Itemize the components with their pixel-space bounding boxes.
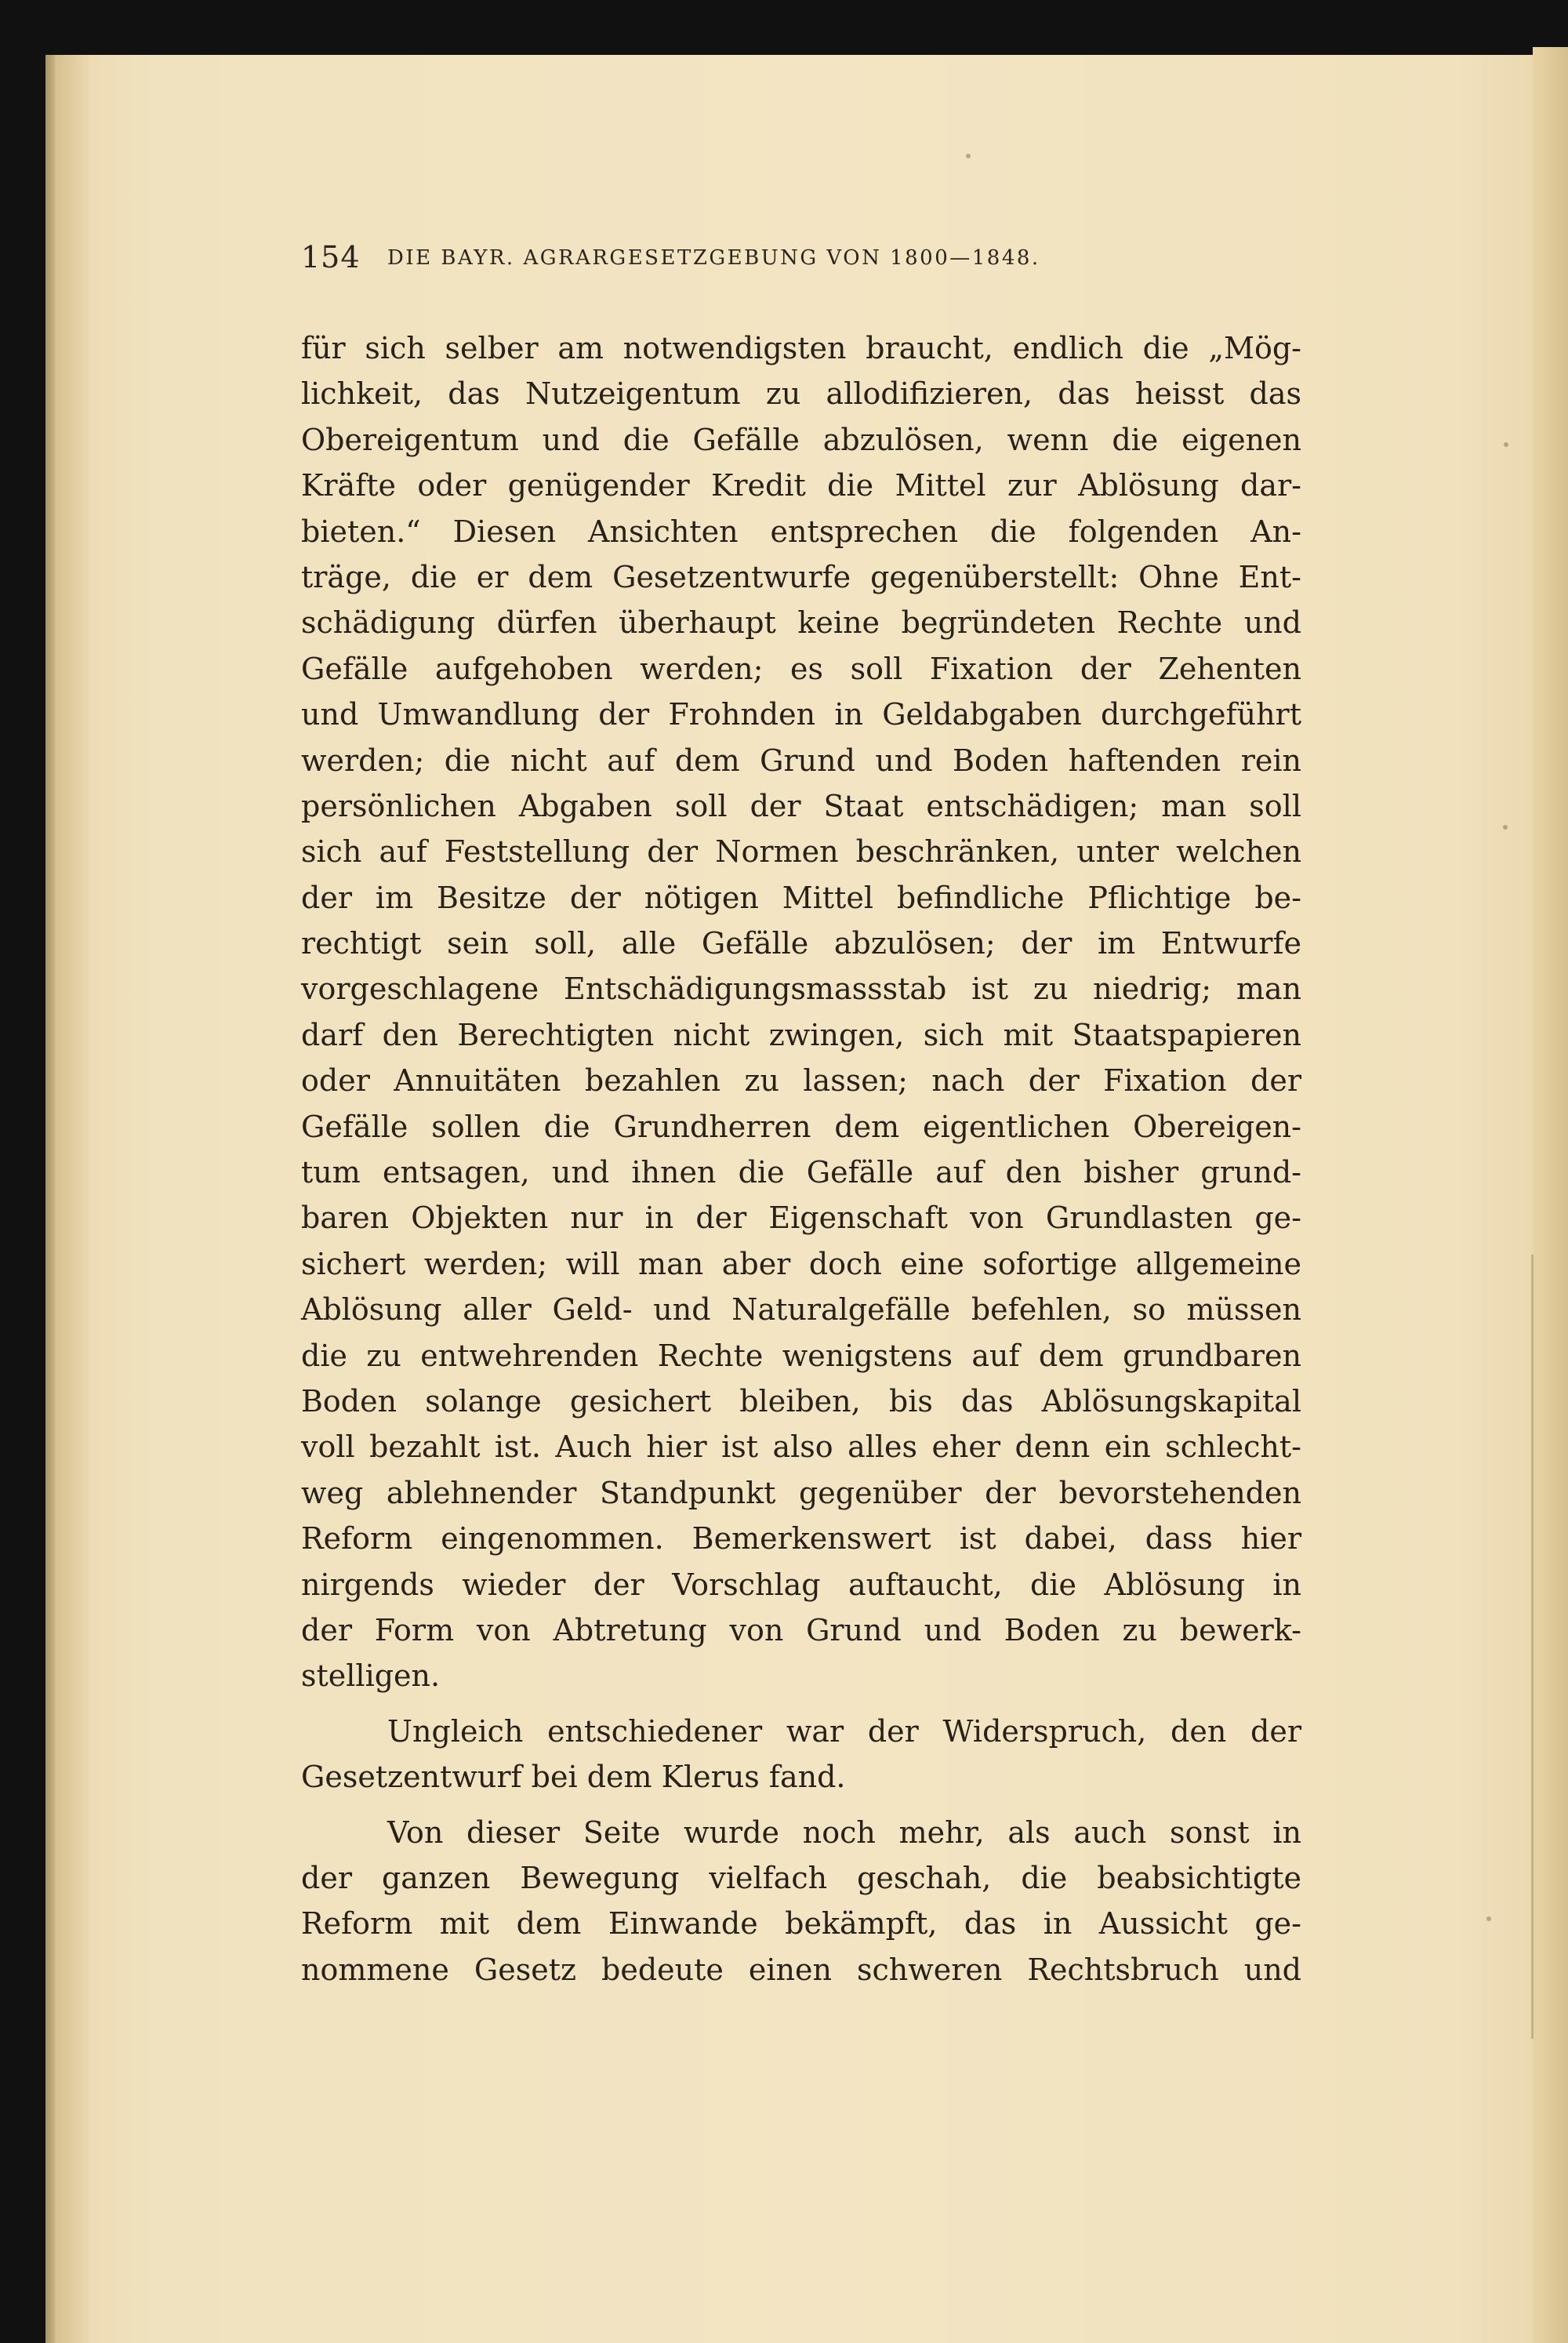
gutter-shadow: [1531, 1255, 1534, 2039]
text-line: der im Besitze der nötigen Mittel befindliche Pflichtige be-: [301, 880, 1301, 915]
page-edge: [45, 55, 55, 2343]
text-line: Reform mit dem Einwande bekämpft, das in Aussicht ge-: [301, 1906, 1301, 1942]
text-line: sichert werden; will man aber doch eine sofortige allgemeine: [301, 1246, 1301, 1281]
paragraph-3: [301, 1810, 1301, 1993]
text-line: der Form von Abtretung von Grund und Boden zu bewerk-: [301, 1612, 1301, 1647]
paragraph-1: [301, 325, 1301, 1699]
text-line: weg ablehnender Standpunkt gegenüber der bevorstehenden: [301, 1475, 1301, 1510]
body-text: [301, 325, 1301, 1992]
text-line: nommene Gesetz bedeute einen schweren Rechtsbruch und: [301, 1952, 1301, 1987]
text-line: träge, die er dem Gesetzentwurfe gegenüberstellt: Ohne Ent-: [301, 559, 1301, 594]
paper-speck: [1504, 442, 1508, 447]
text-line: oder Annuitäten bezahlen zu lassen; nach der Fixation der: [301, 1063, 1301, 1099]
text-line: stelligen.: [301, 1658, 441, 1694]
text-line: Obereigentum und die Gefälle abzulösen, wenn die eigenen: [301, 422, 1301, 457]
text-line: rechtigt sein soll, alle Gefälle abzulösen; der im Entwurfe: [301, 926, 1301, 961]
text-line: tum entsagen, und ihnen die Gefälle auf den bisher grund-: [301, 1155, 1301, 1190]
paragraph-2: [301, 1709, 1301, 1800]
text-line: werden; die nicht auf dem Grund und Boden haftenden rein: [301, 743, 1301, 778]
text-line: baren Objekten nur in der Eigenschaft von Grundlasten ge-: [301, 1201, 1301, 1236]
text-line: bieten.“ Diesen Ansichten entsprechen die folgenden An-: [301, 514, 1301, 549]
text-line: persönlichen Abgaben soll der Staat entschädigen; man soll: [301, 788, 1301, 823]
running-title: DIE BAYR. AGRARGESETZGEBUNG VON 1800—1848.: [387, 246, 1040, 270]
text-line: voll bezahlt ist. Auch hier ist also alles eher denn ein schlecht-: [301, 1429, 1301, 1465]
paper-speck: [1503, 825, 1508, 830]
text-line: der ganzen Bewegung vielfach geschah, die beabsichtigte: [301, 1860, 1301, 1895]
text-line: Reform eingenommen. Bemerkenswert ist dabei, dass hier: [301, 1521, 1301, 1557]
text-line: für sich selber am notwendigsten braucht, endlich die „Mög-: [301, 331, 1301, 365]
text-line: Gefälle aufgehoben werden; es soll Fixation der Zehenten: [301, 651, 1301, 686]
text-line: Kräfte oder genügender Kredit die Mittel zur Ablösung dar-: [301, 468, 1301, 503]
paragraph-gap: [301, 1699, 1301, 1709]
page-number: 154: [301, 240, 361, 274]
text-line: Gesetzentwurf bei dem Klerus fand.: [301, 1760, 846, 1795]
text-line: vorgeschlagene Entschädigungsmassstab ist zu niedrig; man: [301, 972, 1301, 1007]
paragraph-gap: [301, 1800, 1301, 1810]
right-page-margin: [1533, 47, 1568, 2343]
text-line: Gefälle sollen die Grundherren dem eigentlichen Obereigen-: [301, 1109, 1301, 1144]
running-header: [301, 240, 1301, 287]
text-line: die zu entwehrenden Rechte wenigstens auf dem grundbaren: [301, 1338, 1301, 1373]
text-line: Ungleich entschiedener war der Widerspruch, den der: [387, 1713, 1301, 1749]
text-line: Ablösung aller Geld- und Naturalgefälle befehlen, so müssen: [301, 1292, 1301, 1328]
text-line: nirgends wieder der Vorschlag auftaucht, die Ablösung in: [301, 1567, 1301, 1602]
text-line: Boden solange gesichert bleiben, bis das Ablösungskapital: [301, 1383, 1301, 1419]
text-line: Von dieser Seite wurde noch mehr, als auch sonst in: [387, 1814, 1301, 1850]
text-line: und Umwandlung der Frohnden in Geldabgaben durchgeführt: [301, 697, 1301, 732]
text-line: lichkeit, das Nutzeigentum zu allodifizieren, das heisst das: [301, 376, 1301, 412]
text-line: schädigung dürfen überhaupt keine begründeten Rechte und: [301, 605, 1301, 641]
paper-speck: [966, 154, 971, 158]
paper-speck: [1486, 1916, 1491, 1921]
text-line: sich auf Feststellung der Normen beschränken, unter welchen: [301, 834, 1301, 870]
text-line: darf den Berechtigten nicht zwingen, sich mit Staatspapieren: [301, 1017, 1301, 1052]
